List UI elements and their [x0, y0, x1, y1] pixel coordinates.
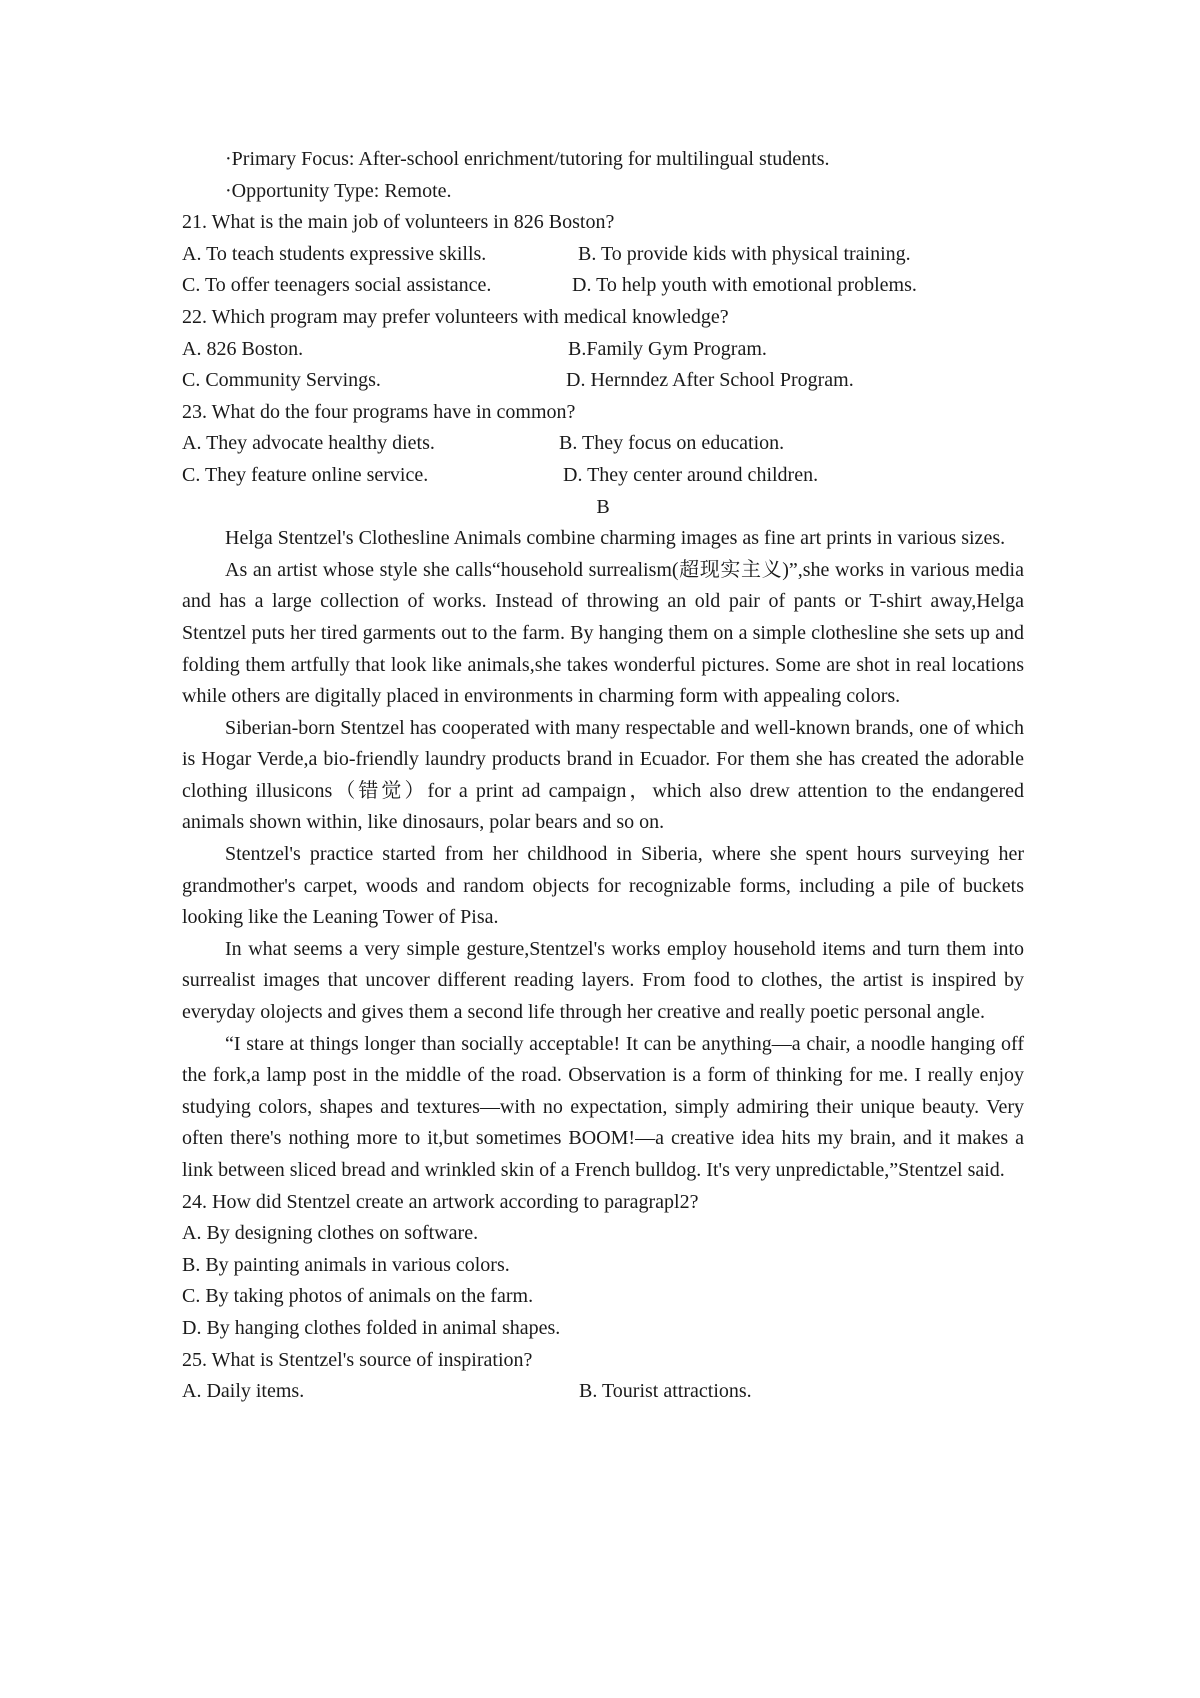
question-24-option-a: A. By designing clothes on software.	[182, 1222, 479, 1245]
question-24-option-d: D. By hanging clothes folded in animal shapes.	[182, 1316, 561, 1339]
question-23-stem: 23. What do the four programs have in common?	[182, 400, 576, 423]
question-25-option-b: B. Tourist attractions.	[579, 1380, 752, 1403]
question-22-option-b: B.Family Gym Program.	[568, 337, 767, 360]
question-25-stem: 25. What is Stentzel's source of inspiration?	[182, 1348, 533, 1371]
question-23-option-c: C. They feature online service.	[182, 463, 429, 486]
question-22-stem: 22. Which program may prefer volunteers with medical knowledge?	[182, 305, 729, 328]
question-21-options-row-1	[182, 239, 1024, 271]
question-23-option-b: B. They focus on education.	[559, 432, 785, 455]
passage-paragraph-6: “I stare at things longer than socially acceptable! It can be anything—a chair, a noodle hanging off the fork,a lamp post in the middle of the road. Observation is a form of thinking for me. I really enjoy studying colors, shapes and textures—with no expectation, simply admiring their unique beauty. Very often there's nothing more to it,but sometimes BOOM!—a creative idea hits my brain, and it makes a link between sliced bread and wrinkled skin of a French bulldog. It's very unpredictable,”Stentzel said.	[182, 1032, 1024, 1181]
question-21-option-a: A. To teach students expressive skills.	[182, 242, 487, 265]
question-25-options-row-1	[182, 1376, 1024, 1408]
passage-paragraph-4: Stentzel's practice started from her childhood in Siberia, where she spent hours surveying her grandmother's carpet, woods and random objects for recognizable forms, including a pile of buckets looking like the Leaning Tower of Pisa.	[182, 843, 1024, 929]
question-25-option-a: A. Daily items.	[182, 1380, 305, 1403]
question-23-options-row-2	[182, 460, 1024, 492]
question-23-option-d: D. They center around children.	[563, 463, 819, 486]
passage-paragraph-2: As an artist whose style she calls“household surrealism(超现实主义)”,she works in various media and has a large collection of works. Instead of throwing an old pair of pants or T-shirt away,Helga Stentzel puts her tired garments out to the farm. By hanging them on a simple clothesline she sets up and folding them artfully that look like animals,she takes wonderful pictures. Some are shot in real locations while others are digitally placed in environments in charming form with appealing colors.	[182, 558, 1024, 708]
question-21-options-row-2	[182, 270, 1024, 302]
question-21-option-b: B. To provide kids with physical training.	[578, 242, 911, 265]
bullet-opportunity-type: ·Opportunity Type: Remote.	[225, 179, 452, 202]
question-23-options-row-1	[182, 428, 1024, 460]
passage-paragraph-3: Siberian-born Stentzel has cooperated with many respectable and well-known brands, one of which is Hogar Verde,a bio-friendly laundry products brand in Ecuador. For them she has created the adorable clothing illusicons（错觉）for a print ad campaign，which also drew attention to the endangered animals shown within, like dinosaurs, polar bears and so on.	[182, 716, 1024, 834]
question-24-option-b: B. By painting animals in various colors.	[182, 1253, 510, 1276]
question-24-stem: 24. How did Stentzel create an artwork according to paragrapl2?	[182, 1190, 699, 1213]
passage-paragraph-5: In what seems a very simple gesture,Stentzel's works employ household items and turn them into surrealist images that uncover different reading layers. From food to clothes, the artist is inspired by everyday olojects and gives them a second life through her creative and really poetic personal angle.	[182, 937, 1024, 1024]
question-22-options-row-1	[182, 334, 1024, 366]
document-page	[182, 144, 1024, 1408]
question-23-option-a: A. They advocate healthy diets.	[182, 432, 435, 455]
question-21-option-c: C. To offer teenagers social assistance.	[182, 274, 492, 297]
bullet-primary-focus: ·Primary Focus: After-school enrichment/tutoring for multilingual students.	[225, 148, 830, 170]
question-24-option-c: C. By taking photos of animals on the farm.	[182, 1285, 534, 1308]
question-22-option-c: C. Community Servings.	[182, 369, 381, 392]
question-21-stem: 21. What is the main job of volunteers in 826 Boston?	[182, 211, 615, 234]
question-22-options-row-2	[182, 365, 1024, 397]
question-22-option-a: A. 826 Boston.	[182, 337, 304, 360]
question-21-option-d: D. To help youth with emotional problems.	[572, 274, 917, 297]
passage-paragraph-1: Helga Stentzel's Clothesline Animals combine charming images as fine art prints in various sizes.	[225, 527, 1006, 550]
question-22-option-d: D. Hernndez After School Program.	[566, 369, 854, 392]
section-label-b: B	[596, 495, 610, 518]
